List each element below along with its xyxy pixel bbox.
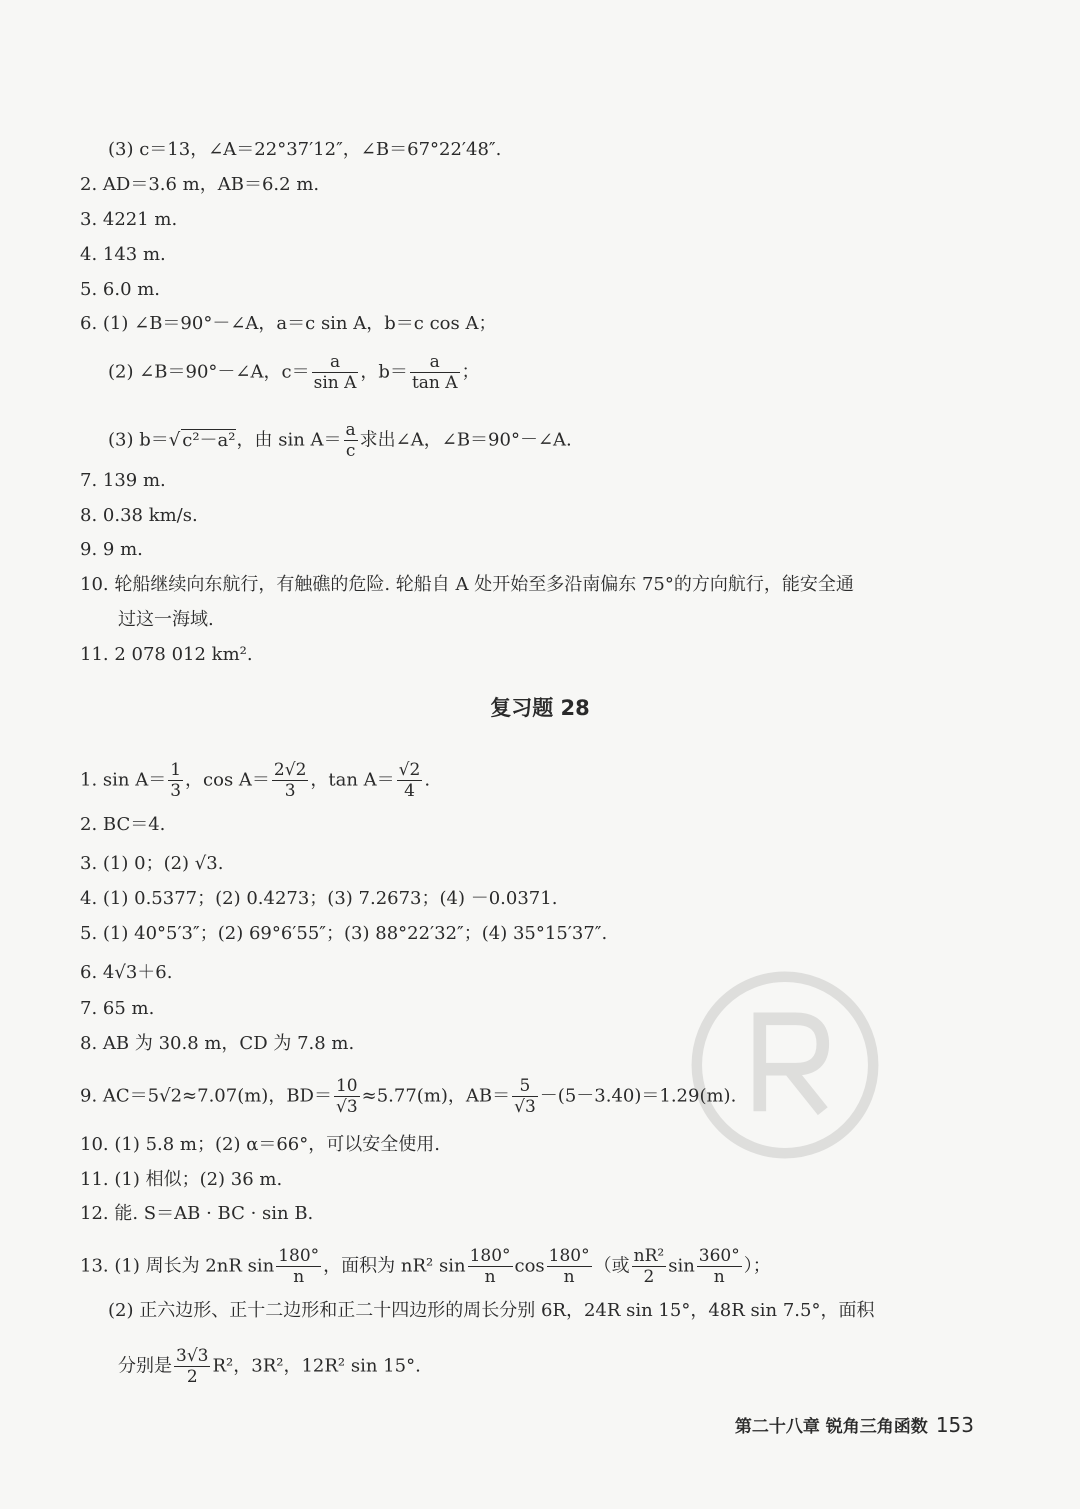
fraction: $\frac{a}{c}$ [345,420,356,461]
answer-line: (2) 正六边形、正十二边形和正二十四边形的周长分别 6R，24R sin 15°，48R sin 7.5°，面积 [108,1300,875,1321]
fraction: $\frac{\text{nR²}}{2}$ [633,1246,665,1287]
answer-line: 6. 4√3＋6. [80,962,173,983]
answer-line-6-3: (3) b＝√ c²－a²，由 sin A＝ $\frac{a}{c}$ 求出∠A，∠B＝90°－∠A. [108,420,572,461]
fraction: $\frac{√2}{4}$ [398,760,421,801]
section-title: 复习题 28 [490,696,590,720]
answer-line: 11. 2 078 012 km². [80,644,253,665]
answer-line-6-2: (2) ∠B＝90°－∠A，c＝ $\frac{a}{\text{sin A}}$ ，b＝ $\frac{a}{\text{tan A}}$ ； [108,352,480,393]
review-line-13-1: 13. (1) 周长为 2nR sin $\frac{180^\circ}{n}$ ，面积为 nR² sin $\frac{180^\circ}{n}$ cos $\frac{180^\circ}{n}$ （或 $\frac{\text{nR²}}{2}$ sin $\frac{360^\circ}{n}$ ）； [80,1246,771,1287]
review-line-1: 1. sin A＝ $\frac{1}{3}$ ，cos A＝ $\frac{2√2}{3}$ ，tan A＝ $\frac{√2}{4}$ . [80,760,431,801]
answer-line: 7. 65 m. [80,998,155,1019]
answer-line: (3) c＝13，∠A＝22°37′12″，∠B＝67°22′48″. [108,139,502,160]
answer-line: 11. (1) 相似；(2) 36 m. [80,1169,283,1190]
review-line-9: 9. AC＝5√2≈7.07(m)，BD＝ $\frac{10}{√3}$ ≈5.77(m)，AB＝ $\frac{5}{√3}$ －(5－3.40)＝1.29(m). [80,1076,737,1117]
answer-line: 7. 139 m. [80,470,166,491]
answer-line: 10. 轮船继续向东航行，有触礁的危险. 轮船自 A 处开始至多沿南偏东 75°的方向航行，能安全通 [80,574,854,595]
chapter-title: 第二十八章 锐角三角函数 [734,1417,928,1437]
fraction: $\frac{360^\circ}{n}$ [698,1246,740,1287]
answer-line: 8. 0.38 km/s. [80,505,198,526]
answer-line: 4. (1) 0.5377；(2) 0.4273；(3) 7.2673；(4) －0.0371. [80,888,558,909]
page-footer [735,1412,974,1437]
review-line-13-3: 分别是 $\frac{3√3}{2}$ R²，3R²，12R² sin 15°. [118,1346,421,1387]
fraction: $\frac{180^\circ}{n}$ [469,1246,511,1287]
page-number: 153 [935,1413,974,1437]
answer-line: 10. (1) 5.8 m；(2) α＝66°，可以安全使用. [80,1134,440,1155]
answer-line: 12. 能. S＝AB · BC · sin B. [80,1203,314,1224]
answer-line: 3. 4221 m. [80,209,178,230]
answer-line: 过这一海域. [118,609,214,630]
fraction: $\frac{180^\circ}{n}$ [548,1246,590,1287]
answer-line: 2. BC＝4. [80,814,166,835]
fraction: $\frac{5}{√3}$ [514,1076,536,1117]
answer-line: 8. AB 为 30.8 m，CD 为 7.8 m. [80,1033,355,1054]
answer-line: 2. AD＝3.6 m，AB＝6.2 m. [80,174,320,195]
fraction: $\frac{2√2}{3}$ [273,760,307,801]
fraction: $\frac{1}{3}$ [170,760,182,801]
answer-line: 6. (1) ∠B＝90°－∠A，a＝c sin A，b＝c cos A； [80,313,497,334]
fraction: $\frac{10}{√3}$ [335,1076,358,1117]
answer-line: 5. 6.0 m. [80,279,161,300]
fraction: $\frac{180^\circ}{n}$ [278,1246,320,1287]
answer-line: 5. (1) 40°5′3″；(2) 69°6′55″；(3) 88°22′32″；(4) 35°15′37″. [80,923,608,944]
answer-line: 9. 9 m. [80,539,143,560]
fraction: $\frac{3√3}{2}$ [176,1346,209,1387]
answer-line: 4. 143 m. [80,244,166,265]
answer-line: 3. (1) 0；(2) √3. [80,853,224,874]
fraction: $\frac{a}{\text{sin A}}$ [313,352,357,393]
fraction: $\frac{a}{\text{tan A}}$ [411,352,458,393]
